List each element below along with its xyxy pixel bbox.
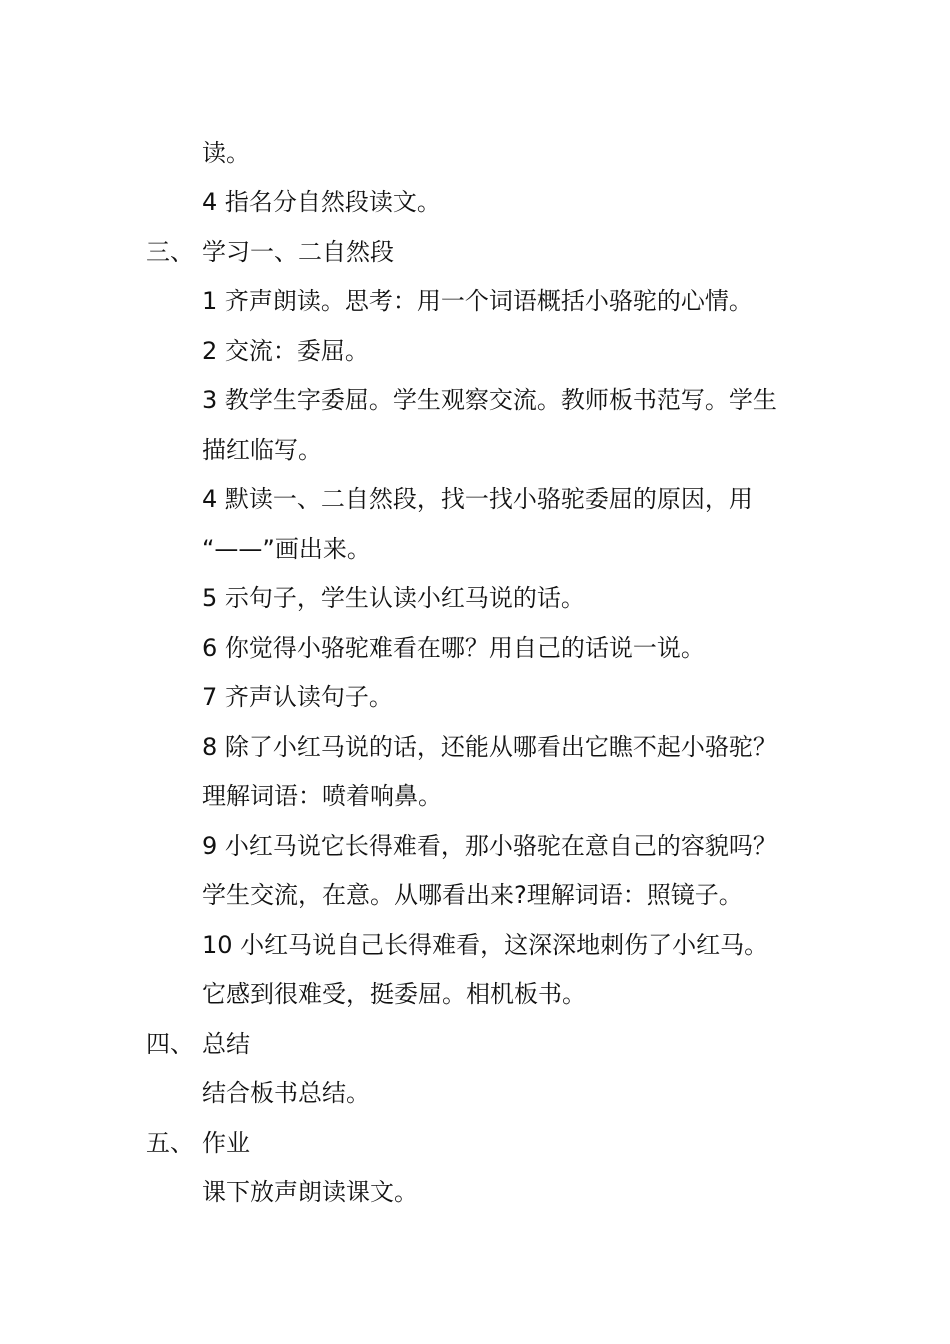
text-line: 4 默读一、二自然段，找一找小骆驼委屈的原因，用 bbox=[202, 485, 753, 513]
text-line: 读。 bbox=[202, 139, 250, 167]
section-number: 五、 bbox=[146, 1129, 194, 1157]
text-line: 8 除了小红马说的话，还能从哪看出它瞧不起小骆驼？ bbox=[202, 733, 777, 761]
text-line: 理解词语：喷着响鼻。 bbox=[202, 782, 442, 810]
text-line: 3 教学生字委屈。学生观察交流。教师板书范写。学生 bbox=[202, 386, 777, 414]
section-title: 作业 bbox=[202, 1129, 250, 1157]
section-number: 四、 bbox=[146, 1030, 194, 1058]
text-line: 它感到很难受，挺委屈。相机板书。 bbox=[202, 980, 586, 1008]
text-line: 10 小红马说自己长得难看，这深深地刺伤了小红马。 bbox=[202, 931, 769, 959]
section-heading bbox=[0, 1128, 820, 1158]
section-number: 三、 bbox=[146, 238, 194, 266]
text-line: 描红临写。 bbox=[202, 436, 322, 464]
section-title: 总结 bbox=[202, 1030, 250, 1058]
section-title: 学习一、二自然段 bbox=[202, 238, 394, 266]
text-line: 9 小红马说它长得难看，那小骆驼在意自己的容貌吗？ bbox=[202, 832, 777, 860]
text-line: 7 齐声认读句子。 bbox=[202, 683, 393, 711]
section-heading bbox=[0, 237, 820, 267]
text-line: 4 指名分自然段读文。 bbox=[202, 188, 441, 216]
text-line: 6 你觉得小骆驼难看在哪？用自己的话说一说。 bbox=[202, 634, 705, 662]
text-line: 2 交流：委屈。 bbox=[202, 337, 369, 365]
text-line: 课下放声朗读课文。 bbox=[202, 1178, 418, 1206]
text-line: “——”画出来。 bbox=[202, 535, 371, 563]
text-line: 1 齐声朗读。思考：用一个词语概括小骆驼的心情。 bbox=[202, 287, 753, 315]
section-heading bbox=[0, 1029, 820, 1059]
text-line: 5 示句子，学生认读小红马说的话。 bbox=[202, 584, 585, 612]
text-line: 学生交流，在意。从哪看出来?理解词语：照镜子。 bbox=[202, 881, 743, 909]
text-line: 结合板书总结。 bbox=[202, 1079, 370, 1107]
